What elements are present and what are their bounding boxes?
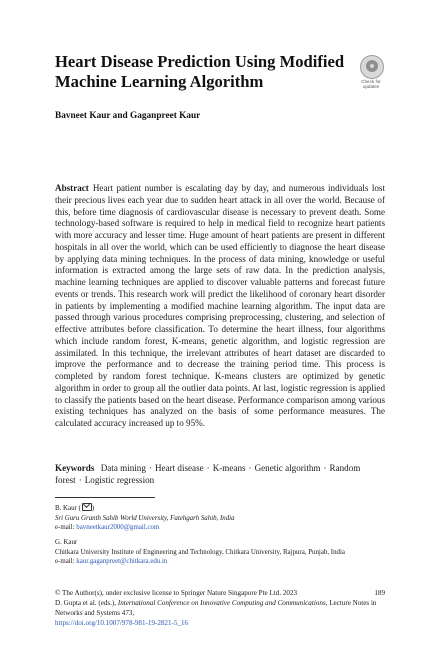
author-email-link[interactable]: bavneetkaur2000@gmail.com [76, 524, 160, 532]
email-label: e-mail: [55, 524, 75, 532]
check-for-updates-badge[interactable] [357, 55, 385, 93]
series-info: , Lecture Notes in Networks and Systems 473, [55, 598, 377, 617]
keyword-separator: · [148, 463, 152, 473]
check-for-updates-icon [360, 55, 384, 79]
keyword-item: Data mining [100, 463, 146, 473]
editors: D. Gupta et al. (eds.), [55, 598, 117, 607]
keyword-item: Random forest [55, 463, 361, 486]
keyword-separator: · [323, 463, 327, 473]
keywords-label: Keywords [55, 463, 95, 473]
page-footer [55, 589, 385, 629]
author-email-link[interactable]: kaur.gaganpreet@chitkara.edu.in [76, 558, 168, 566]
keyword-separator: · [248, 463, 252, 473]
citation [55, 599, 385, 619]
page-number: 189 [374, 589, 385, 597]
abstract-label: Abstract [55, 183, 89, 193]
proceedings-title: International Conference on Innovative Computing and Communications [117, 598, 326, 607]
affiliation-1: B. Kaur ( ) Sri Guru Granth Sahib World University, Fatehgarh Sahib, India e-mail: bavneetkaur2000@gmail.com [55, 503, 385, 533]
badge-text [355, 79, 387, 89]
keyword-item: Genetic algorithm [254, 463, 321, 473]
keyword-separator: · [78, 475, 82, 486]
copyright-notice: © The Author(s), under exclusive license to Springer Nature Singapore Pte Ltd. 2023 [55, 589, 298, 597]
title-line-1: Heart Disease Prediction Using Modified [55, 52, 345, 71]
affiliation-author-name: G. Kaur [55, 539, 78, 546]
keyword-item: Heart disease [154, 463, 204, 473]
affiliation-2 [55, 538, 385, 567]
paper-title [55, 52, 345, 92]
footnote-divider [55, 497, 155, 498]
email-label: e-mail: [55, 558, 75, 566]
keyword-item: K-means [212, 463, 246, 473]
affiliation-author-name: B. Kaur [55, 505, 77, 512]
keyword-item: Logistic regression [84, 475, 155, 486]
affiliation-institution: Sri Guru Granth Sahib World University, Fatehgarh Sahib, India [55, 514, 235, 522]
envelope-icon [82, 503, 92, 511]
author-list: Bavneet Kaur and Gaganpreet Kaur [55, 111, 201, 121]
abstract [55, 183, 385, 430]
doi-link[interactable]: https://doi.org/10.1007/978-981-19-2821-5_16 [55, 618, 189, 627]
keyword-separator: · [206, 463, 210, 473]
title-line-2: Machine Learning Algorithm [55, 72, 264, 91]
badge-line-1: Check for [361, 79, 381, 84]
affiliation-institution: Chitkara University Institute of Engineering and Technology, Chitkara University, Rajpura, Punjab, India [55, 548, 345, 556]
keywords [55, 462, 385, 486]
abstract-text: Heart patient number is escalating day by day, and numerous individuals lost their precious lives each year due to sudden heart attack in all over the world. Because of this, before time diagnosis of cardiovascular disease is necessary to prevent death. Some technology-based software is required to help in medical field to recognize heart patients with more accuracy and lesser time. Huge amount of heart patients are present in different hospitals in all over the world, which can be used efficiently to diagnose the heart disease by applying data mining techniques. In the process of data mining, knowledge or useful information is extracted among the large sets of raw data. In the prediction analysis, machine learning techniques are applied to discover valuable patterns and forecast future events or trends. This research work will predict the likelihood of coronary heart disorder in patients by implementing a modified machine learning algorithm. The input data are passed through various procedures comprising preprocessing, clustering, and selection of effective attributes before classification. To determine the heart illness, four algorithms which include random forest, K-means, genetic algorithm, and logistic regression are assimilated. In this technique, the irrelevant attributes of heart dataset are discarded to improve the performance and to decrease the training period time. This process is completed by random forest technique. K-means clusters are optimized by genetic algorithm in order to group all the outlier data points. At last, logistic regression is applied to classify the patients based on the heart disease. Performance comparison among various existing techniques has analyzed on the basis of some performance measures. The calculated accuracy increased up to 95%. [55, 183, 385, 428]
badge-line-2: updates [362, 84, 380, 89]
